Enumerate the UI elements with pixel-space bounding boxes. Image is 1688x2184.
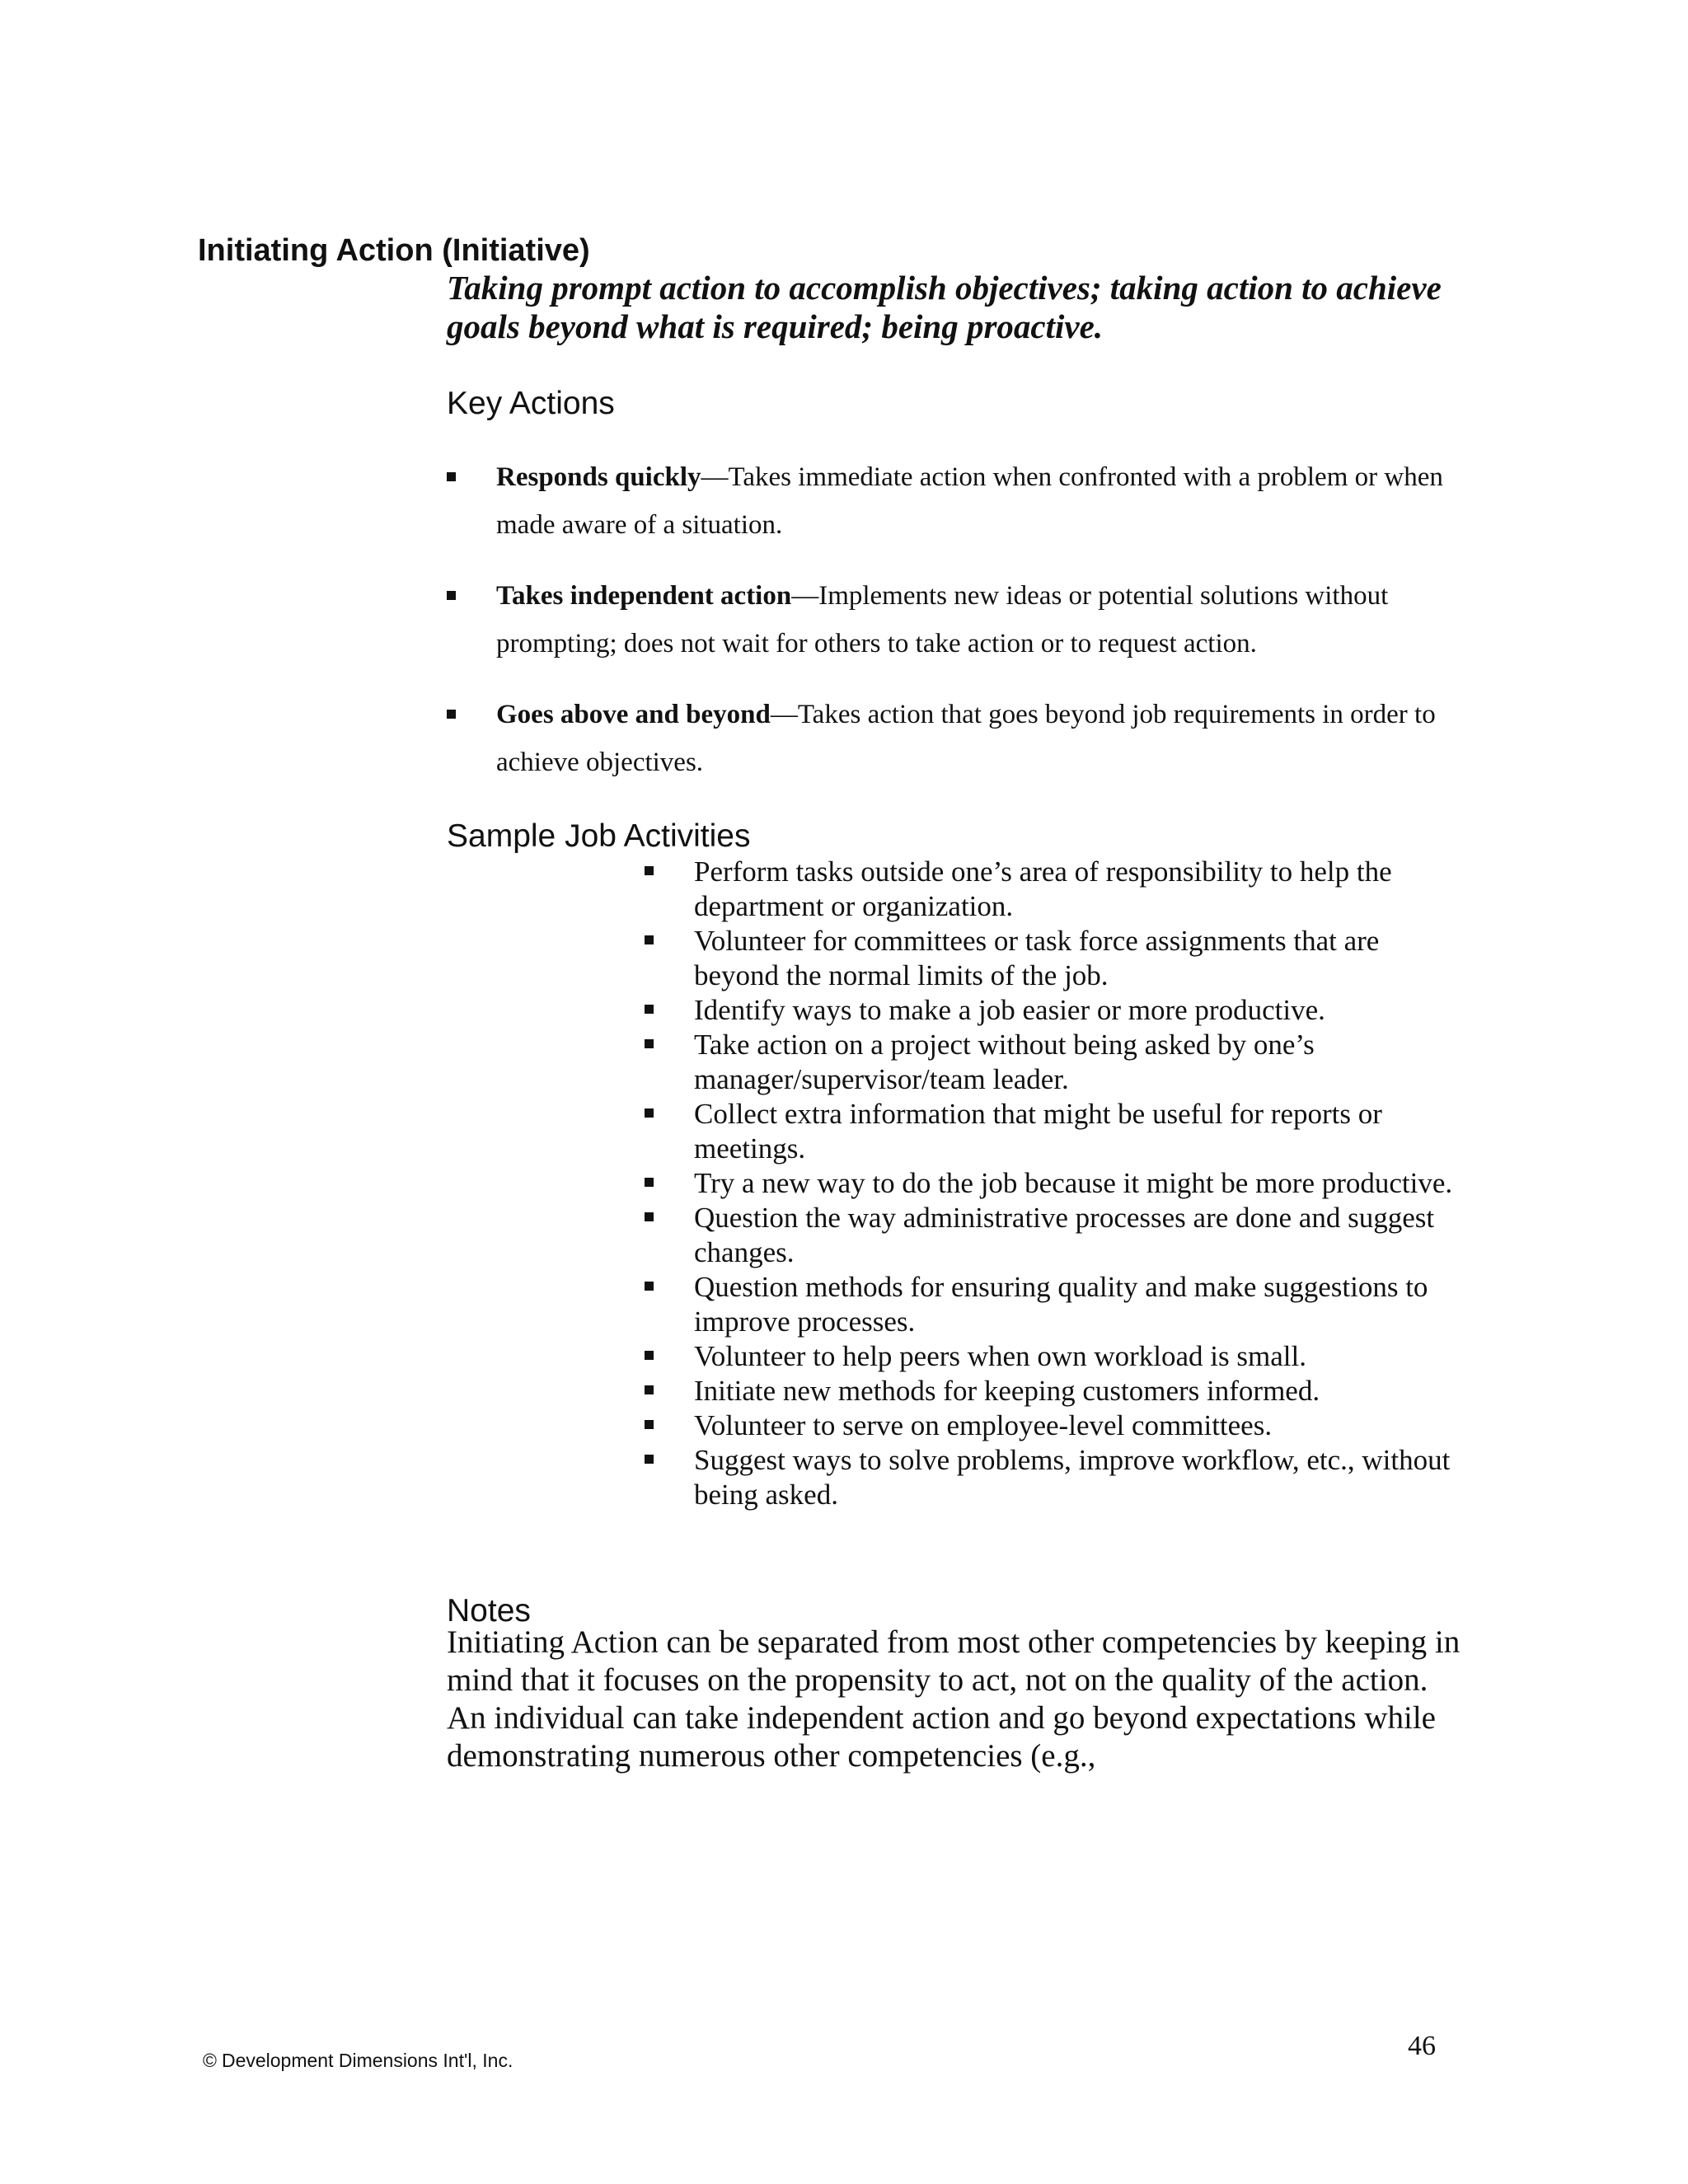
sample-job-activities-list bbox=[645, 855, 1469, 1512]
activity-text: Question the way administrative processes are done and suggest changes. bbox=[694, 1202, 1435, 1268]
key-action-text: —Takes immediate action when confronted with a problem or when made aware of a situation. bbox=[496, 462, 1443, 540]
activity-text: Volunteer for committees or task force assignments that are beyond the normal limits of the job. bbox=[694, 925, 1380, 991]
copyright-icon: © bbox=[203, 2050, 217, 2071]
square-bullet-icon bbox=[645, 1420, 654, 1429]
list-item bbox=[645, 1339, 1469, 1374]
page-title: Initiating Action (Initiative) bbox=[198, 233, 590, 268]
activity-text: Volunteer to help peers when own workload is small. bbox=[694, 1340, 1306, 1372]
key-action-title: Responds quickly bbox=[496, 462, 701, 492]
list-item bbox=[447, 691, 1469, 786]
page-number: 46 bbox=[1408, 2031, 1436, 2061]
competency-definition: Taking prompt action to accomplish objectives; taking action to achieve goals beyond what is required; being proactive. bbox=[447, 269, 1442, 345]
list-item bbox=[645, 1270, 1469, 1339]
key-action-title: Goes above and beyond bbox=[496, 700, 771, 729]
square-bullet-icon bbox=[645, 866, 654, 875]
key-actions-heading: Key Actions bbox=[447, 386, 615, 421]
list-item bbox=[645, 1374, 1469, 1408]
list-item bbox=[645, 855, 1469, 924]
list-item bbox=[645, 1201, 1469, 1270]
activity-text: Identify ways to make a job easier or more productive. bbox=[694, 994, 1325, 1026]
activity-text: Perform tasks outside one’s area of responsibility to help the department or organization. bbox=[694, 855, 1392, 922]
key-action-title: Takes independent action bbox=[496, 581, 792, 611]
list-item bbox=[645, 993, 1469, 1028]
square-bullet-icon bbox=[447, 591, 456, 600]
square-bullet-icon bbox=[645, 1455, 654, 1464]
square-bullet-icon bbox=[645, 1351, 654, 1360]
activity-text: Question methods for ensuring quality and make suggestions to improve processes. bbox=[694, 1271, 1428, 1338]
list-item bbox=[645, 1097, 1469, 1166]
square-bullet-icon bbox=[447, 472, 456, 481]
square-bullet-icon bbox=[645, 1282, 654, 1291]
footer-copyright bbox=[203, 2049, 513, 2072]
square-bullet-icon bbox=[645, 1212, 654, 1221]
activity-text: Take action on a project without being asked by one’s manager/supervisor/team leader. bbox=[694, 1029, 1315, 1095]
list-item bbox=[447, 453, 1469, 549]
square-bullet-icon bbox=[645, 1005, 654, 1014]
list-item bbox=[645, 1028, 1469, 1097]
sample-job-activities-heading: Sample Job Activities bbox=[447, 818, 751, 854]
key-action-text: —Takes action that goes beyond job requirements in order to achieve objectives. bbox=[496, 700, 1436, 777]
square-bullet-icon bbox=[645, 935, 654, 944]
notes-heading: Notes bbox=[447, 1593, 531, 1629]
square-bullet-icon bbox=[645, 1385, 654, 1394]
list-item bbox=[645, 1408, 1469, 1443]
key-action-text: —Implements new ideas or potential solutions without prompting; does not wait for others to take action or to request action. bbox=[496, 581, 1389, 658]
activity-text: Try a new way to do the job because it might be more productive. bbox=[694, 1167, 1453, 1199]
list-item bbox=[645, 1166, 1469, 1201]
square-bullet-icon bbox=[645, 1108, 654, 1118]
square-bullet-icon bbox=[645, 1039, 654, 1048]
square-bullet-icon bbox=[645, 1178, 654, 1187]
list-item bbox=[645, 924, 1469, 993]
square-bullet-icon bbox=[447, 710, 456, 719]
list-item bbox=[645, 1443, 1469, 1512]
list-item bbox=[447, 572, 1469, 668]
notes-paragraph: Initiating Action can be separated from most other competencies by keeping in mind that it focuses on the propensity to act, not on the quality of the action. An individual can take independent action and go beyond expectations while demonstrating numerous other competencies (e.g., bbox=[447, 1624, 1461, 1774]
copyright-text: Development Dimensions Int'l, Inc. bbox=[221, 2050, 513, 2071]
activity-text: Collect extra information that might be useful for reports or meetings. bbox=[694, 1098, 1382, 1165]
activity-text: Initiate new methods for keeping customers informed. bbox=[694, 1375, 1320, 1407]
activity-text: Suggest ways to solve problems, improve workflow, etc., without being asked. bbox=[694, 1444, 1451, 1511]
key-actions-list bbox=[447, 453, 1469, 809]
activity-text: Volunteer to serve on employee-level committees. bbox=[694, 1409, 1273, 1441]
